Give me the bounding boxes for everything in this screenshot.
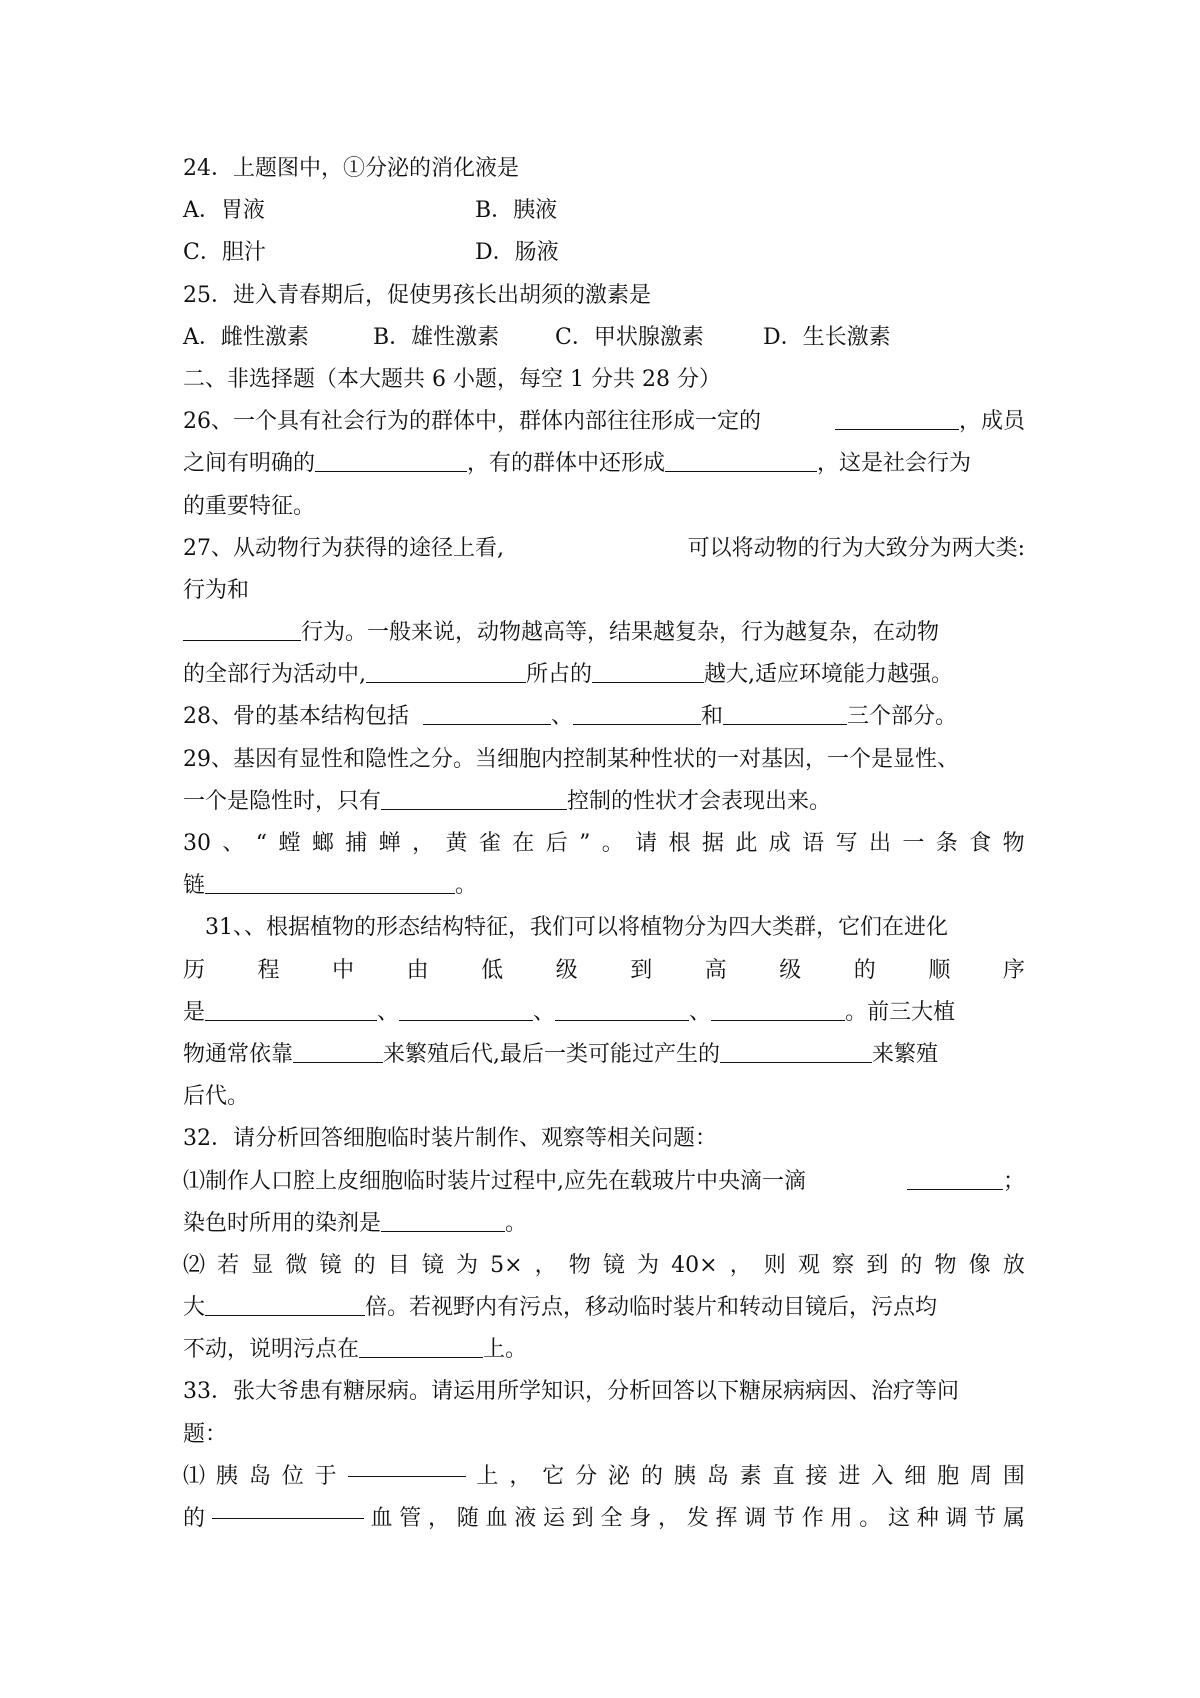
- q30-char: 食: [969, 831, 992, 856]
- q33-char: 细: [904, 1463, 927, 1489]
- q30-char: 雀: [478, 831, 501, 856]
- q27-line-4: [183, 654, 1025, 696]
- q28-blank-1[interactable]: [423, 704, 551, 725]
- q32-char: 察: [832, 1252, 855, 1278]
- q33-char: 运: [542, 1506, 565, 1531]
- q31-char: 到: [630, 957, 653, 983]
- q26-text-1a: 26、一个具有社会行为的群体中，群体内部往往形成一定的: [183, 409, 761, 435]
- q29-blank-1[interactable]: [381, 789, 567, 810]
- q26-blank-2[interactable]: [315, 451, 467, 472]
- q33-char: 发: [686, 1506, 709, 1531]
- q32-text-p2e: 上。: [483, 1337, 528, 1363]
- q25-option-a: A．雌性激素: [183, 324, 309, 350]
- q30-char: 此: [735, 831, 758, 856]
- q32-char: ，: [729, 1252, 752, 1278]
- q33-char: 泌: [608, 1463, 631, 1489]
- q32-char: 显: [251, 1252, 274, 1278]
- q32-char: 放: [1002, 1252, 1025, 1278]
- q27-line-3: [183, 612, 1025, 654]
- q33-char: 调: [744, 1506, 767, 1531]
- q32-blank-4[interactable]: [359, 1337, 483, 1358]
- q25-option-d: D．生长激素: [763, 324, 891, 350]
- q33-char: ，: [657, 1506, 680, 1531]
- q31-blank-1[interactable]: [205, 1000, 377, 1021]
- q30-blank-1[interactable]: [205, 873, 455, 894]
- q33-char: 素: [739, 1463, 762, 1489]
- q32-char: 则: [763, 1252, 786, 1278]
- q32-char: 像: [968, 1252, 991, 1278]
- q26-text-1b: ，成员: [958, 409, 1025, 435]
- q33-char: ，: [427, 1506, 450, 1531]
- q30-char: 30: [183, 831, 211, 856]
- q27-line-1: [183, 528, 1025, 570]
- q27-text-1a: 27、从动物行为获得的途径上看,: [183, 535, 504, 561]
- q33-char: 血: [485, 1506, 508, 1531]
- q29-text-2b: 控制的性状才会表现出来。: [567, 788, 832, 814]
- q33-stem-text-2: 题：: [183, 1421, 228, 1447]
- section-heading: [183, 359, 1025, 401]
- q31-char: 历: [183, 957, 206, 983]
- q33-char: 周: [970, 1463, 993, 1489]
- q31-char: 顺: [928, 957, 951, 983]
- q27-text-4a: 的全部行为活动中,: [183, 662, 366, 688]
- q26-line-2: [183, 443, 1025, 485]
- q33-blank-2[interactable]: [212, 1498, 364, 1519]
- q31-text-5: 后代。: [183, 1084, 250, 1110]
- q31-line-2: [183, 950, 1025, 992]
- q33-blank-1[interactable]: [348, 1456, 466, 1477]
- q27-blank-1[interactable]: [183, 620, 301, 641]
- q25-options: [183, 317, 1025, 359]
- q31-text-3a: 是: [183, 999, 206, 1025]
- q32-char: 镜: [421, 1252, 444, 1278]
- q33-char: 血: [370, 1506, 393, 1531]
- q26-text-2c: ，这是社会行为: [817, 451, 972, 477]
- q30-char: 物: [1002, 831, 1025, 856]
- q31-line-1: [183, 907, 1025, 949]
- q33-char: 调: [945, 1506, 968, 1531]
- q31-blank-5[interactable]: [293, 1042, 383, 1063]
- q32-part2-line-3: [183, 1329, 1025, 1371]
- q32-blank-1[interactable]: [907, 1169, 1003, 1190]
- q31-text-4b: 来繁殖后代,最后一类可能过产生的: [383, 1041, 721, 1067]
- q31-text-3b: 。前三大植: [845, 999, 956, 1025]
- q33-char: 用: [830, 1506, 853, 1531]
- q28-text-b: 、: [551, 704, 574, 730]
- q30-char: “: [255, 831, 268, 856]
- q32-char: 镜: [319, 1252, 342, 1278]
- q31-line-4: [183, 1034, 1025, 1076]
- q27-text-3: 行为。一般来说，动物越高等，结果越复杂，行为越复杂，在动物: [301, 620, 940, 646]
- q30-char: 写: [835, 831, 858, 856]
- q24-option-c: C．胆汁: [183, 240, 266, 266]
- q30-char: 螳: [278, 831, 301, 856]
- q33-char: ⑴: [183, 1463, 206, 1489]
- q26-text-2a: 之间有明确的: [183, 451, 316, 477]
- q24-stem-text: 24．上题图中，①分泌的消化液是: [183, 156, 519, 181]
- q30-char: 、: [222, 831, 245, 856]
- q31-sep: 、: [533, 999, 556, 1025]
- q31-text-1: 31、、根据植物的形态结构特征，我们可以将植物分为四大类群，它们在进化: [205, 915, 948, 941]
- q33-char: 液: [514, 1506, 537, 1531]
- q30-char: 蝉: [378, 831, 401, 856]
- q32-char: 镜: [602, 1252, 625, 1278]
- q30-char: 捕: [345, 831, 368, 856]
- q32-text-p1c: 染色时所用的染剂是: [183, 1210, 382, 1236]
- q33-char: 入: [871, 1463, 894, 1489]
- q32-char: 物: [934, 1252, 957, 1278]
- q28-line: [183, 696, 1025, 738]
- q30-char: 据: [701, 831, 724, 856]
- q33-char: 节: [772, 1506, 795, 1531]
- q33-char: 分: [575, 1463, 598, 1489]
- q33-char: 全: [600, 1506, 623, 1531]
- q30-char: 螂: [311, 831, 334, 856]
- q24-options-cd: [183, 232, 1025, 274]
- page-content: [183, 148, 1025, 1540]
- q32-blank-2[interactable]: [381, 1211, 505, 1232]
- q32-text-p2d: 不动，说明污点在: [183, 1337, 360, 1363]
- q30-char: 根: [668, 831, 691, 856]
- q32-char: 5×: [490, 1252, 523, 1278]
- q25-stem: [183, 275, 1025, 317]
- q31-char: 由: [406, 957, 429, 983]
- q31-char: 低: [481, 957, 504, 983]
- q31-char: 级: [779, 957, 802, 983]
- q30-char: 成: [768, 831, 791, 856]
- q29-text-2a: 一个是隐性时，只有: [183, 788, 382, 814]
- q24-option-b: B．胰液: [475, 198, 558, 224]
- q27-text-4b: 所占的: [526, 662, 593, 688]
- q29-line-2: [183, 781, 1025, 823]
- q33-stem-2: [183, 1414, 1025, 1456]
- q33-char: 的: [640, 1463, 663, 1489]
- q28-blank-3[interactable]: [723, 704, 847, 725]
- q31-char: 高: [704, 957, 727, 983]
- q33-part1-line-2: [183, 1498, 1025, 1540]
- q30-text-2a: 链: [183, 873, 206, 899]
- q33-char: 岛: [706, 1463, 729, 1489]
- q32-char: 为: [456, 1252, 479, 1278]
- section-heading-text: 二、非选择题（本大题共 6 小题，每空 1 分共 28 分）: [183, 366, 721, 392]
- q33-char: 它: [542, 1463, 565, 1489]
- q24-option-d: D．肠液: [475, 240, 559, 266]
- q33-char: 随: [456, 1506, 479, 1531]
- q30-char: 条: [935, 831, 958, 856]
- q25-option-c: C．甲状腺激素: [555, 324, 704, 350]
- q33-stem-1: [183, 1371, 1025, 1413]
- q28-text-a: 28、骨的基本结构包括: [183, 704, 409, 730]
- q33-char: 挥: [715, 1506, 738, 1531]
- q33-char: 的: [183, 1506, 206, 1531]
- q33-char: 这: [887, 1506, 910, 1531]
- q32-stem-text: 32．请分析回答细胞临时装片制作、观察等相关问题：: [183, 1126, 717, 1152]
- q26-text-3: 的重要特征。: [183, 493, 316, 519]
- q31-char: 中: [332, 957, 355, 983]
- q32-char: 若: [217, 1252, 240, 1278]
- q33-char: 于: [314, 1463, 337, 1489]
- q30-char: 。: [601, 831, 624, 856]
- q30-char: 语: [802, 831, 825, 856]
- q31-sep: 、: [377, 999, 400, 1025]
- q27-text-2: 行为和: [183, 577, 250, 603]
- q26-blank-1[interactable]: [835, 409, 959, 430]
- q32-char: 物: [568, 1252, 591, 1278]
- q32-text-p1d: 。: [505, 1210, 528, 1236]
- q31-blank-2[interactable]: [399, 1000, 533, 1021]
- q31-line-5: [183, 1076, 1025, 1118]
- q33-char: 身: [629, 1506, 652, 1531]
- q31-char: 程: [257, 957, 280, 983]
- q32-text-p1b: ；: [1002, 1168, 1025, 1194]
- q32-part2-line-2: [183, 1287, 1025, 1329]
- q30-char: 后: [545, 831, 568, 856]
- q32-char: ，: [534, 1252, 557, 1278]
- q33-char: 直: [772, 1463, 795, 1489]
- q24-options-ab: [183, 190, 1025, 232]
- q32-char: 观: [797, 1252, 820, 1278]
- q32-char: 40×: [671, 1252, 718, 1278]
- q26-line-3: [183, 486, 1025, 528]
- q33-char: 属: [1002, 1506, 1025, 1531]
- q27-blank-2[interactable]: [366, 662, 526, 683]
- q32-char: 到: [866, 1252, 889, 1278]
- q30-text-2b: 。: [455, 873, 478, 899]
- q27-text-1b: 可以将动物的行为大致分为两大类:: [687, 535, 1025, 561]
- q24-stem: [183, 148, 1025, 190]
- q26-line-1: [183, 401, 1025, 443]
- q26-text-2b: ，有的群体中还形成: [467, 451, 666, 477]
- q28-text-c: 和: [701, 704, 724, 730]
- q31-blank-6[interactable]: [720, 1042, 872, 1063]
- q32-char: ⑵: [183, 1252, 206, 1278]
- q25-option-b: B．雄性激素: [373, 324, 500, 350]
- q33-char: 胰: [673, 1463, 696, 1489]
- q33-char: 进: [838, 1463, 861, 1489]
- q31-sep: 、: [689, 999, 712, 1025]
- q33-char: 胰: [215, 1463, 238, 1489]
- q31-char: 的: [853, 957, 876, 983]
- q30-char: ，: [412, 831, 435, 856]
- q33-char: 管: [399, 1506, 422, 1531]
- q31-text-4a: 物通常依靠: [183, 1041, 294, 1067]
- q32-char: 目: [387, 1252, 410, 1278]
- q25-stem-text: 25．进入青春期后，促使男孩长出胡须的激素是: [183, 282, 651, 308]
- q33-char: 种: [916, 1506, 939, 1531]
- q32-text-p2c: 倍。若视野内有污点，移动临时装片和转动目镜后，污点均: [365, 1295, 938, 1321]
- q30-char: 一: [902, 831, 925, 856]
- q30-char: 黄: [445, 831, 468, 856]
- q32-char: 微: [285, 1252, 308, 1278]
- q33-char: 。: [859, 1506, 882, 1531]
- q33-char: 上: [476, 1463, 499, 1489]
- q31-blank-4[interactable]: [711, 1000, 845, 1021]
- q27-blank-3[interactable]: [592, 662, 704, 683]
- q29-text-1: 29、基因有显性和隐性之分。当细胞内控制某种性状的一对基因，一个是显性、: [183, 746, 959, 772]
- q33-char: 位: [281, 1463, 304, 1489]
- q32-stem: [183, 1118, 1025, 1160]
- q33-char: 胞: [937, 1463, 960, 1489]
- q31-text-4c: 来繁殖: [872, 1041, 939, 1067]
- q32-char: 为: [637, 1252, 660, 1278]
- q28-blank-2[interactable]: [573, 704, 701, 725]
- q33-part1-line-1: [183, 1456, 1025, 1498]
- q32-part1-line-1: [183, 1161, 1025, 1203]
- q30-line-2: [183, 865, 1025, 907]
- q31-char: 序: [1002, 957, 1025, 983]
- q33-char: 作: [801, 1506, 824, 1531]
- q27-line-2: [183, 570, 1025, 612]
- q32-part2-line-1: [183, 1245, 1025, 1287]
- q32-char: 的: [353, 1252, 376, 1278]
- q30-char: 请: [635, 831, 658, 856]
- q30-char: 出: [868, 831, 891, 856]
- q30-char: 在: [512, 831, 535, 856]
- q33-char: 到: [571, 1506, 594, 1531]
- q32-char: 的: [900, 1252, 923, 1278]
- q33-char: ，: [509, 1463, 532, 1489]
- q33-stem-text-1: 33．张大爷患有糖尿病。请运用所学知识，分析回答以下糖尿病病因、治疗等问: [183, 1379, 959, 1405]
- q30-line-1: [183, 823, 1025, 865]
- q28-text-d: 三个部分。: [847, 704, 958, 730]
- q31-blank-3[interactable]: [555, 1000, 689, 1021]
- q33-char: 接: [805, 1463, 828, 1489]
- q27-text-4c: 越大,适应环境能力越强。: [704, 662, 954, 688]
- q32-text-p1a: ⑴制作人口腔上皮细胞临时装片过程中,应先在载玻片中央滴一滴: [183, 1168, 806, 1194]
- q33-char: 围: [1002, 1463, 1025, 1489]
- q29-line-1: [183, 739, 1025, 781]
- q32-part1-line-2: [183, 1203, 1025, 1245]
- q26-blank-3[interactable]: [665, 451, 817, 472]
- q30-char: ”: [579, 831, 591, 856]
- q31-line-3: [183, 992, 1025, 1034]
- q31-char: 级: [555, 957, 578, 983]
- q24-option-a: A．胃液: [183, 198, 265, 224]
- q32-text-p2b: 大: [183, 1295, 206, 1321]
- q32-blank-3[interactable]: [205, 1295, 365, 1316]
- q33-char: 岛: [248, 1463, 271, 1489]
- q33-char: 节: [974, 1506, 997, 1531]
